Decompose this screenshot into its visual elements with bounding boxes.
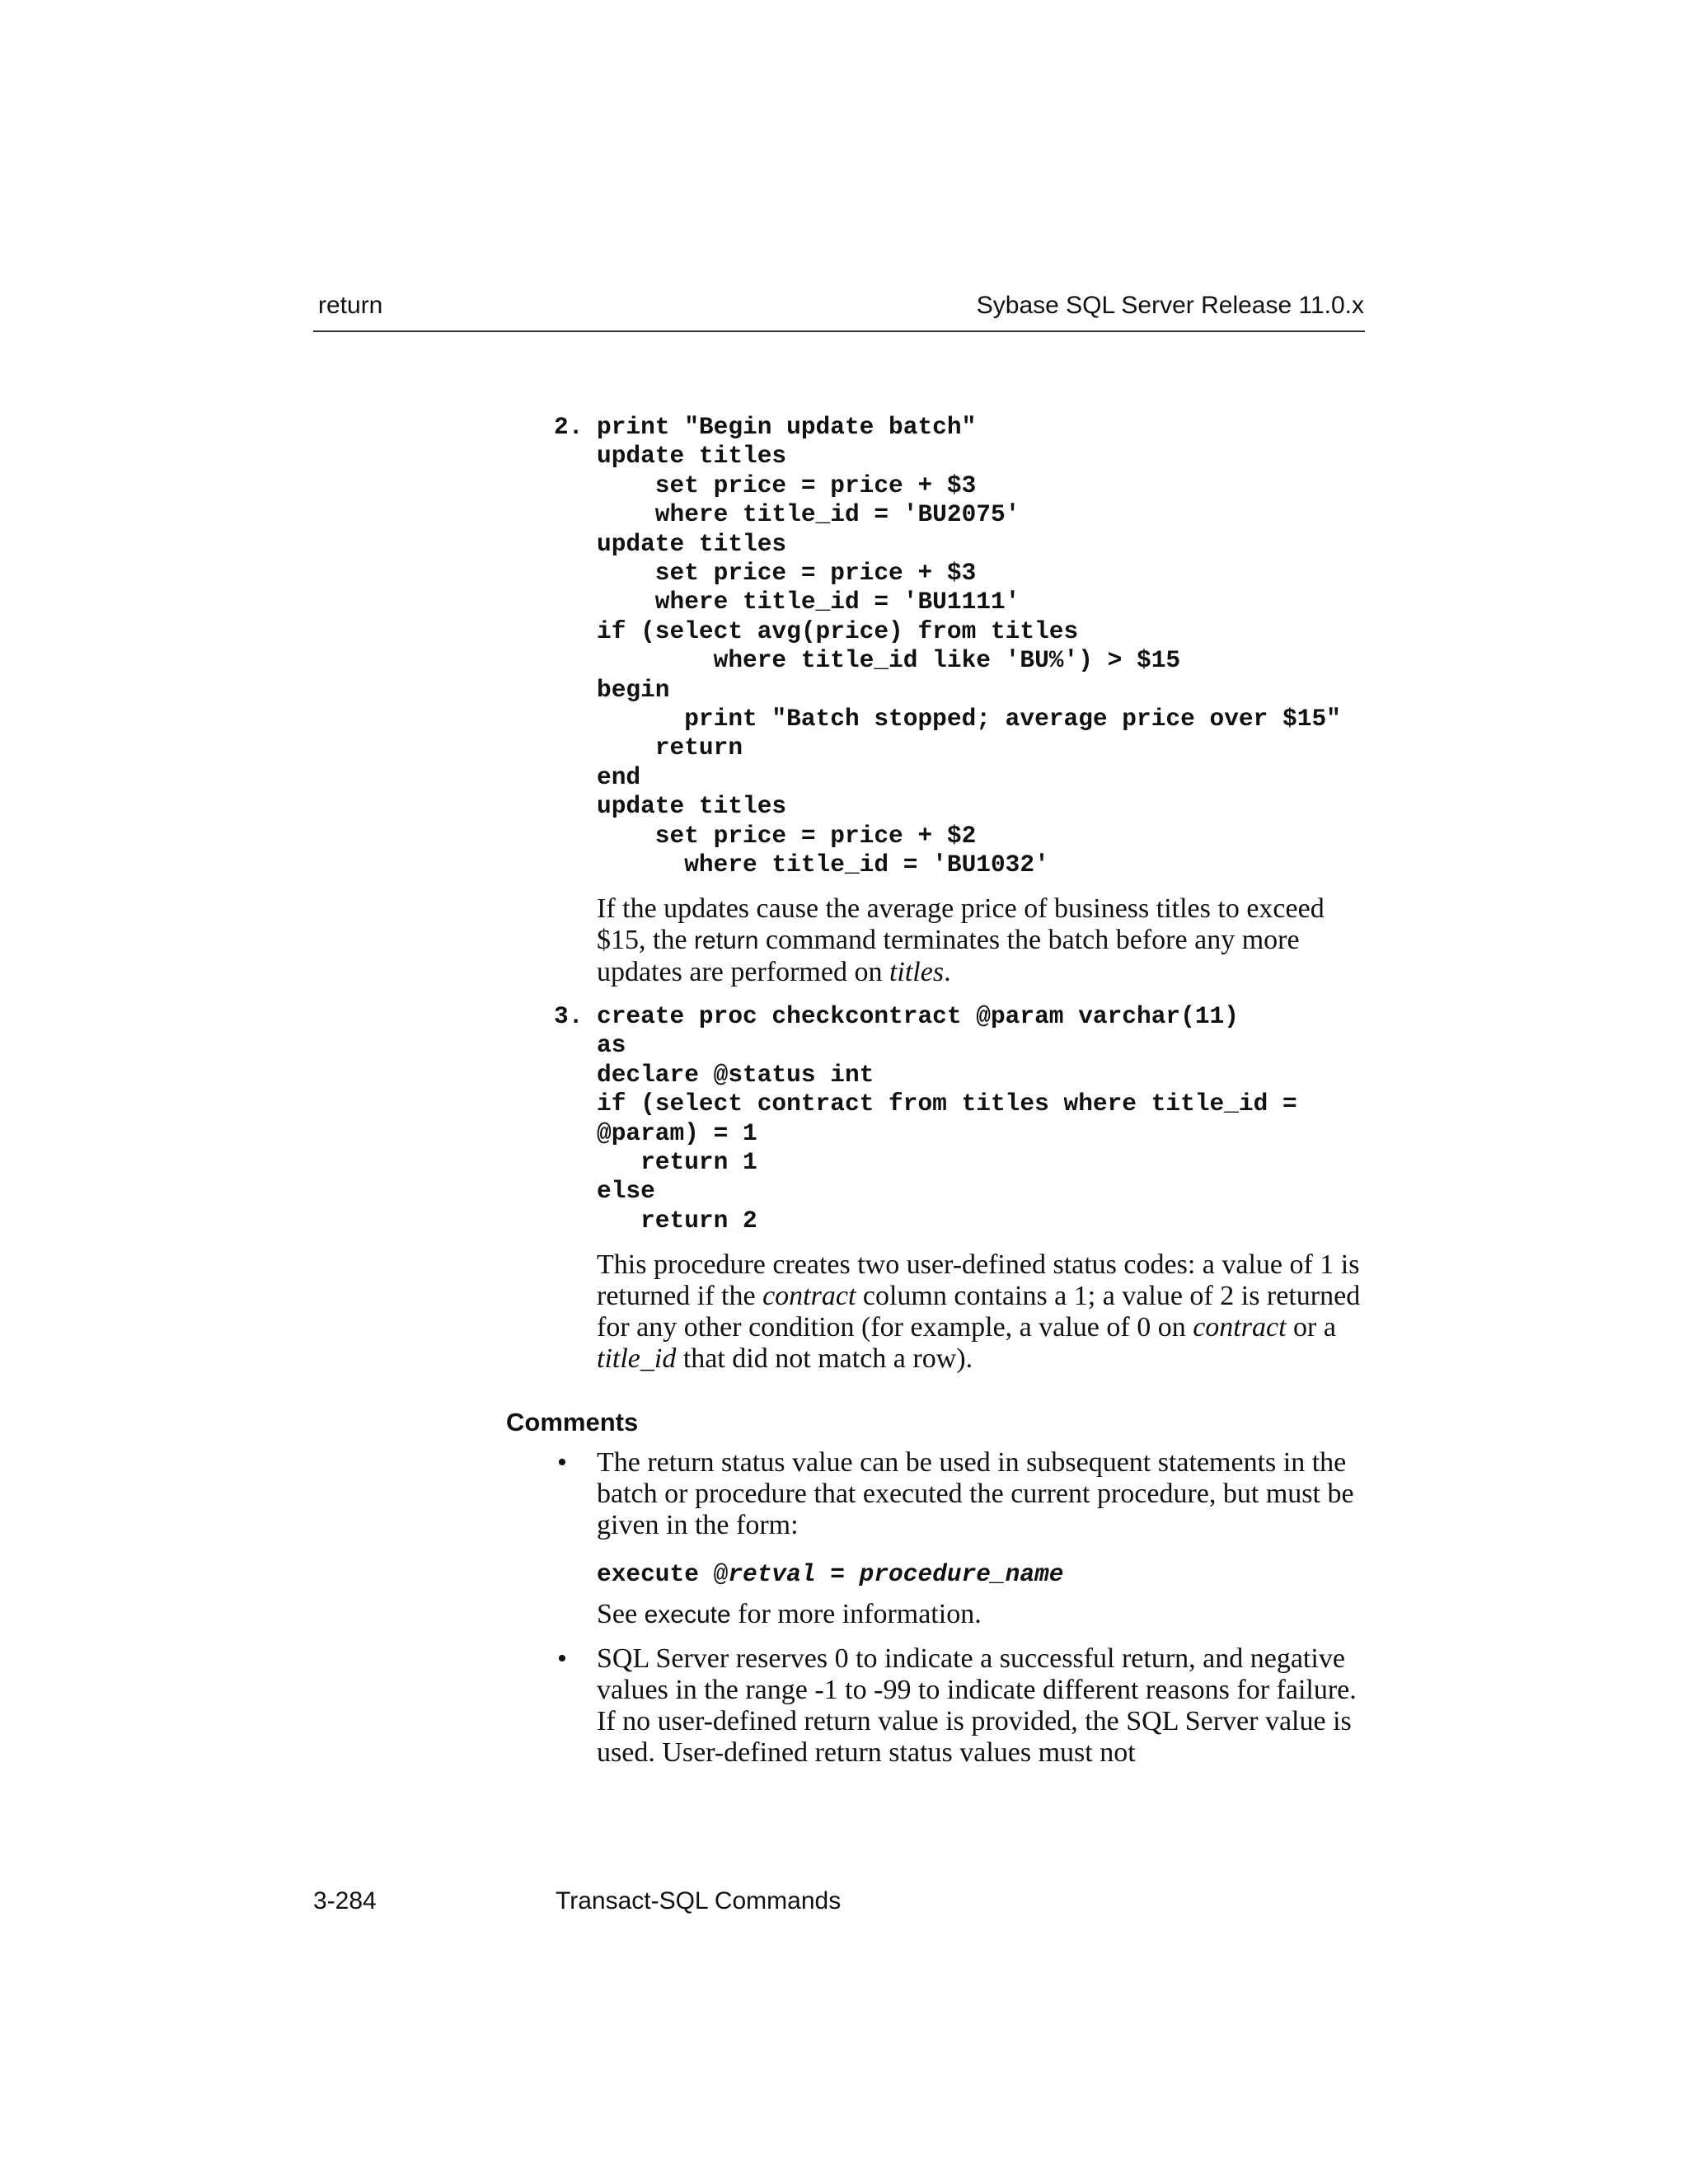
inline-command-execute: execute [644,1601,731,1629]
example-2-description: If the updates cause the average price of business titles to exceed $15, the return command terminates the batch before any more updates are performed on titles. [597,893,1325,987]
example-2-code: print "Begin update batch" update titles set price = price + $3 where title_id = 'BU2075' update titles set price = price + $3 where title_id = 'BU1111' if (select avg(price) from titles where title_id like 'BU%') > $15 begin print "Batch stopped; average price over $15" return end update titles set price = price + $2 where title_id = 'BU1032' [597,413,1341,879]
running-header-section: return [318,292,383,319]
running-footer-chapter: Transact-SQL Commands [556,1887,842,1915]
comment-bullet-1: The return status value can be used in subsequent statements in the batch or procedure that executed the current procedure, but must be given in the form: [597,1447,1354,1540]
comment-bullet-2: SQL Server reserves 0 to indicate a successful return, and negative values in the range -1 to -99 to indicate different reasons for failure. If no user-defined return value is provided, the SQL Server value is used. User-defined return status values must not [597,1643,1357,1768]
bullet-1-marker: • [557,1447,567,1478]
bullet-2-marker: • [557,1643,567,1674]
example-3-number: 3. [554,1002,584,1030]
example-3-description: This procedure creates two user-defined status codes: a value of 1 is returned if the contract column contains a 1; a value of 2 is returned for any other condition (for example, a value of 0 on contract or a title_id that did not match a row). [597,1249,1361,1374]
inline-command-return: return [694,927,759,954]
comments-heading: Comments [506,1408,639,1436]
header-divider [313,330,1365,332]
example-2-number: 2. [554,413,584,441]
example-3-code: create proc checkcontract @param varchar(11) as declare @status int if (select contract from titles where title_id = @param) = 1 return 1 else return 2 [597,1002,1297,1235]
page-number: 3-284 [313,1887,377,1915]
syntax-line: execute @retval = procedure_name [597,1560,1064,1588]
running-header-product: Sybase SQL Server Release 11.0.x [976,292,1364,319]
see-also-text: See execute for more information. [597,1599,982,1629]
